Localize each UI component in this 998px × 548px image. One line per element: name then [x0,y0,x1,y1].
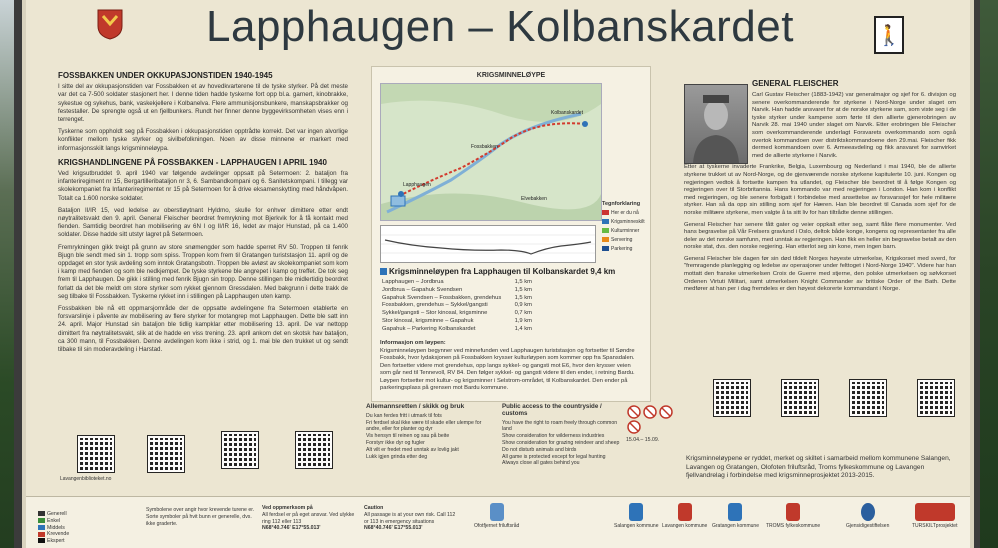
public-access-panel [502,404,622,467]
caution-panel [364,505,456,532]
logo-troms: TROMS fylkeskommune [766,503,820,529]
list-item: Vis hensyn til reinen og sau på beite [366,433,450,440]
section-heading-battles: KRIGSHANDLINGENE PÅ FOSSBAKKEN - LAPPHAUGEN I APRIL 1940 [58,157,327,167]
municipal-crest-icon [96,8,124,40]
qr-code[interactable] [918,380,954,416]
map-heading: KRIGSMINNELØYPE [476,72,546,79]
date-note: 15.04.– 15.09. [626,436,660,443]
route-row: Sykkel/gangsti – Stor kinosal, krigsminne 0,7 km [382,310,532,317]
paragraph: I sitte del av okkupasjonstiden var Fossbakken et av hovedkvarterene til de tyske styrker. På det meste var det ca 7-500 soldater stasjonert her. I denne tiden hadde tyskerne fort opp bl.a. garnert, kinobrakke, sykestue og sykehus, bank, vaskekjellere i Kolbanelva. Flere ammunisjonsbunkere, manskapsbrakker og festestaller. De sprengte også ut en fjellbunkers. Rundt her finner denne byggevirksomheten vises enn i terrenget. [58,83,348,124]
difficulty-item: Enkel [38,518,148,525]
elevation-profile [380,225,596,263]
marker-icon [602,219,609,224]
legend-item: Servering [602,237,647,243]
emergency-title: Ved oppmerksom på [262,505,313,511]
no-camping-icon [626,404,676,434]
map-label: Fossbakken [471,144,498,150]
section-heading-fleischer: GENERAL FLEISCHER [752,79,839,88]
legend-item: Her er du nå [602,210,647,216]
right-column [684,92,956,298]
trail-map [380,83,602,221]
paragraph: Fossbakken ble nå ett oppmarsjområde der de oppsatte avdelingene fra Setermoen etablerte en forsvarslinje i påvente av mobilisering av flere styrker for motangrep mot Lapphaugen. Dette ble satt inn 24. april. Major Hunstad sin bataljon ble tidlig kampklar etter mobilisering 13. april. De var nettopp dimittert fra nøytralitetsvakt, slik at de hadde en viss trening. 23. april ankom det en skotsk hav bataljon, ca 300 mann, til Fossbakken. Denne avdelingen kom ikke i strid, og 1. mai ble den trukket ut og sendt tilbake til sin moderavdeling i Harstad. [58,305,348,354]
map-legend [602,201,647,255]
difficulty-icon [38,511,45,516]
paragraph: Etter at tyskerne invaderte Frankrike, Belgia, Luxembourg og Nederland i mai 1940, ble de allierte styrkene trukket ut av Nord-Norge, og de gjenværende norske styrkene kapitulerte 10. juni. Kongen og regjeringen vedtok å fortsette kampen fra utlandet, og Fleischer ble beordret til å følge Kongen og regjeringen over til Storbritannia. Hans kommando var med regjeringen i London. Han kom i konflikt med regjeringen, og ble senere forbigatt i forbindelse med ansettelse av forsvarssjef for hele militære styrker. Han så da opp sin stilling som sjef for Hæren. Han ble beordret til Canada som sjef for de norske militære styrkene, men valgte å ta sitt liv for han tiltrådte denne stillingen. [684,164,956,216]
route-info-heading: Informasjon om løypen: [380,340,446,346]
paragraph: Bataljon II/IR 15, ved ledelse av oberstløytnant Hyldmo, skulle for enhver dimittere etter endt nøytralitetsvakt den 9. april. General Fleischer beordret fremrykning mot Bjerkvik for å få kontakt med fienden. Samtidig beordret han mobilisering av 6N I og II/IR 16, ledet av major Hunstad, på ca 1.400 soldater. Disse hadde sitt utstyr lagret på Setermoen. [58,206,348,239]
paragraph: General Fleischer har senere fått gater og veier oppkalt etter seg, samt flåte flere monumenter. Ved hans begravelse på Vår Frelsers gravlund i Oslo, deltok både konge, kongens og representanter fra alle deler av det norske samfunn, med unntak av regjeringen. Han fikk en heller sin begravelse betalt av den norske stat, dvs. den norske regjering. Han etterlot seg sin kone, men ingen barn. [684,221,956,251]
difficulty-item: Krevende [38,531,148,538]
qr-code[interactable] [850,380,886,416]
allemansretten-heading: Allemannsretten / skikk og bruk [366,403,465,410]
marker-icon [602,210,609,215]
logo-gratangen: Gratangen kommune [712,503,759,529]
logo-gjensidige: Gjensidigestiftelsen [846,503,889,529]
map-graphic [381,84,601,220]
info-sign [22,0,974,548]
list-item: Lukk igjen grinda etter deg [366,453,428,460]
marker-icon [602,246,609,251]
difficulty-item: Generell [38,511,148,518]
list-item: Show consideration for wilderness industries [502,433,605,440]
route-row: Gapahuk – Parkering Kolbanskardet 1,4 km [382,325,532,332]
emergency-panel [262,505,358,532]
list-item: Show consideration for grazing reindeer and sheep [502,439,620,446]
route-row: Stor kinosal, krigsminne – Gapahuk 1,9 km [382,317,532,324]
list-item: Do not disturb animals and birds [502,446,577,453]
logo-lavangen: Lavangen kommune [662,503,707,529]
legend-item: Krigsminneskilt [602,219,647,225]
qr-code[interactable] [782,380,818,416]
paragraph: Tyskerne som oppholdt seg på Fossbakken i okkupasjonstiden opptrådte korrekt. Det var ingen alvorlige konflikter mellom tyske styrker og sivilbefolkningen. Noen av disse minnene er markert med informasjonsskilt langs krigsminneløypa. [58,128,348,152]
route-icon [380,268,387,275]
footer [26,496,970,548]
qr-caption: Lavangenbiblioteket.no [60,476,112,482]
lavangen-crest-icon [678,503,692,521]
qr-code[interactable] [78,436,114,472]
map-label: Elvebakken [521,196,547,202]
route-row: Fossbakken, grendehus – Sykkel/gangsti 0,9 km [382,302,532,309]
turskilt-logo-icon [915,503,955,521]
troms-crest-icon [786,503,800,521]
legend-title: Tegnforklaring [602,201,641,207]
list-item: Du kan ferdes fritt i utmark til fots [366,412,442,419]
legend-item: Kulturminner [602,228,647,234]
symbols-note: Symbolene over angir hvor krevende turene er. Sorte symboler på hvit bunn er generelle, dvs. ikke graderte. [146,507,255,527]
emergency-text: All ferdsel er på eget ansvar. Ved ulykke ring 112 eller 113 [262,511,355,525]
map-panel [371,66,651,402]
section-heading-occupation: FOSSBAKKEN UNDER OKKUPASJONSTIDEN 1940-1945 [58,71,273,80]
logo-salangen: Salangen kommune [614,503,658,529]
difficulty-item: Ekspert [38,538,148,545]
list-item: Alt vilt er fredet med unntak av lovlig jakt [366,446,459,453]
difficulty-icon [38,538,45,543]
coordinates: N68°40.746' E17°55.013' [262,525,321,532]
page-title: Lapphaugen – Kolbanskardet [206,2,794,51]
gratangen-crest-icon [728,503,742,521]
route-info-text: Krigsminneløypen begynner ved minnefunden ved Lapphaugen turiststasjon og fortsetter til Søndre Fossbakk, hvor lydaksjonen på Fossbakken krysser kulturløypen som kommer opp fra Spansdalen. Den fortsetter videre mot grendehus, opp langs sykkel- og gangsti mot E6, hvor den krysser veien som går ned til Tennevoll, RV 84. Den følger sykkel- og gangsti videre til den ender, i retning Bardu. Løypen fortsetter mot kultur- og krigsminner i Selstrom-området, til Kolbanskardet. Den ender på parkeringsplass på grensen mot Bardu kommune. [380,347,635,391]
legend-item: Parkering [602,246,647,252]
left-column [58,72,348,358]
logo-turskilt: TURSKILTprosjektet [912,503,957,529]
list-item: Fri ferdsel skal ikke være til skade eller ulempe for andre, eller for planter og dyr [366,419,482,433]
prohibition-icons [626,404,678,444]
logo-friluftsrad: Ofotfjernet friluftsråd [474,503,519,529]
public-access-heading: Public access to the countryside / customs [502,403,602,417]
list-item: Always close all gates behind you [502,460,580,467]
caution-text: All passage is at your own risk. Call 112 or 113 in emergency situations [364,511,456,525]
paragraph: Carl Gustav Fleischer (1883-1942) var generalmajor og sjef for 6. divisjon og senere overkommanderende for styrkene i Nord-Norge under slaget om Narvik. Han hadde ansvaret for at de norske styrkene sam, som viste seg i de tyske styrker under kampene som førte til den allierte gjenerobringen av Narvik 28. mai 1940 under slaget om Narvik. Etter erobringen ble Fleischer som overkommanderende underlagt Forsvarets overkommando som også overtok kommandoen over distriktskommandoene den 29.mai. Fleischer fikk dermed kommandoen over 6. Armeeavdeling og fikk ansvaret for samvirket med de allierte styrkene i Narvik. [752,92,956,159]
route-row: Lapphaugen – Jordbrua 1,5 km [382,279,532,285]
caution-title: Caution [364,505,384,511]
difficulty-icon [38,532,45,537]
qr-code[interactable] [148,436,184,472]
difficulty-icon [38,525,45,530]
salangen-crest-icon [629,503,643,521]
route-row: Jordbrua – Gapahuk Svendsen 1,5 km [382,286,532,293]
qr-code[interactable] [296,432,332,468]
friluftsrad-logo-icon [490,503,504,521]
paragraph: Ved krigsutbruddet 9. april 1940 var følgende avdelinger oppsatt på Setermoen: 2. bataljon fra infanteriregiment nr 15, Bergartilleribataljon nr 3, 6. Sambandkompani og 6. Sanitetskompani. I tillegg var skolekompaniet fra Infanteriregimentet nr 15 på Setermoen for å drive eksamenskytting med håndvåpen. Totalt ca 1.600 norske soldater. [58,170,348,202]
difficulty-legend [38,511,148,545]
marker-icon [602,228,609,233]
gjensidige-logo-icon [861,503,875,521]
difficulty-item: Middels [38,525,148,532]
map-label: Lapphaugen [403,182,431,188]
route-list [382,279,532,334]
allemansretten-panel [366,404,496,460]
list-item: You have the right to roam freely through common land [502,419,618,433]
route-info [380,340,642,393]
coordinates: N68°40.746' E17°55.013' [364,525,423,532]
hiker-icon: 🚶 [874,16,904,54]
map-label: Kolbanskardet [551,110,583,116]
elevation-graphic [381,226,595,262]
list-item: Forstyrr ikke dyr og fugler [366,439,425,446]
paragraph: Fremrykningen gikk treigt på grunn av store snømengder som hadde sperret RV 50. Troppen til fenrik Bjugn ble sendt med sin 1. tropp som spiss. Troppen kom frem til Gratangen turiststasjon 11. april og de oppdaget en stor tysk avdeling som inntok Gratangsbotn. Troppen ble avløst av skolekompaniet som kom i kamp med fienden og som ble nedkjempet. De tyske styrkene ble angrepet i kamp og treffet. De tok seg frem til Lapphaugen. De gikk i stilling med fenrik Bjugn sin tropp. Denne stillingen ble midlertidig beordret forlatt da det ble meldt om store styrker som rykket gjennom Gressdalen. Med bakgrunn i dette trakk de seg tilbake til Fossbakken. Tyskerne rykket inn i stillingen på Lapphaugen uten kamp. [58,243,348,300]
difficulty-icon [38,518,45,523]
marker-icon [602,237,609,242]
fleischer-intro [752,80,952,91]
closing-note: Krigsminneløypene er ryddet, merket og skiltet i samarbeid mellom kommunene Salangen, Lavangen og Gratangen, Olofoten friluftsråd, Troms fylkeskommune og Lavangen fjellvandrelag i forbindelse med krigsminneprosjektet 2013-2015. [686,455,951,480]
list-item: All game is protected except for legal hunting [502,453,606,460]
qr-code[interactable] [714,380,750,416]
route-title: Krigsminneløypen fra Lapphaugen til Kolbanskardet 9,4 km [380,267,615,276]
qr-code[interactable] [222,432,258,468]
route-row: Gapahuk Svendsen – Fossbakken, grendehus 1,5 km [382,294,532,301]
paragraph: General Fleischer ble dagen før sin død tildelt Norges høyeste utmerkelse, Krigskorset med sverd, for "fremragende planlegging og ledelse av operasjoner under felttoget i Nord-Norge 1940". Videre har han mottatt den franske utmerkelsen Croix de Guerre med stjerne, den polske utmerkelsen og sølvkorset Ordenen Virtuti Militari, samt utmerkelsen Knight Commander av britiske Order of the Bath. Dette medfører at han per i dag fremdeles er den høyest dekorerte kommandant i Norge. [684,255,956,293]
